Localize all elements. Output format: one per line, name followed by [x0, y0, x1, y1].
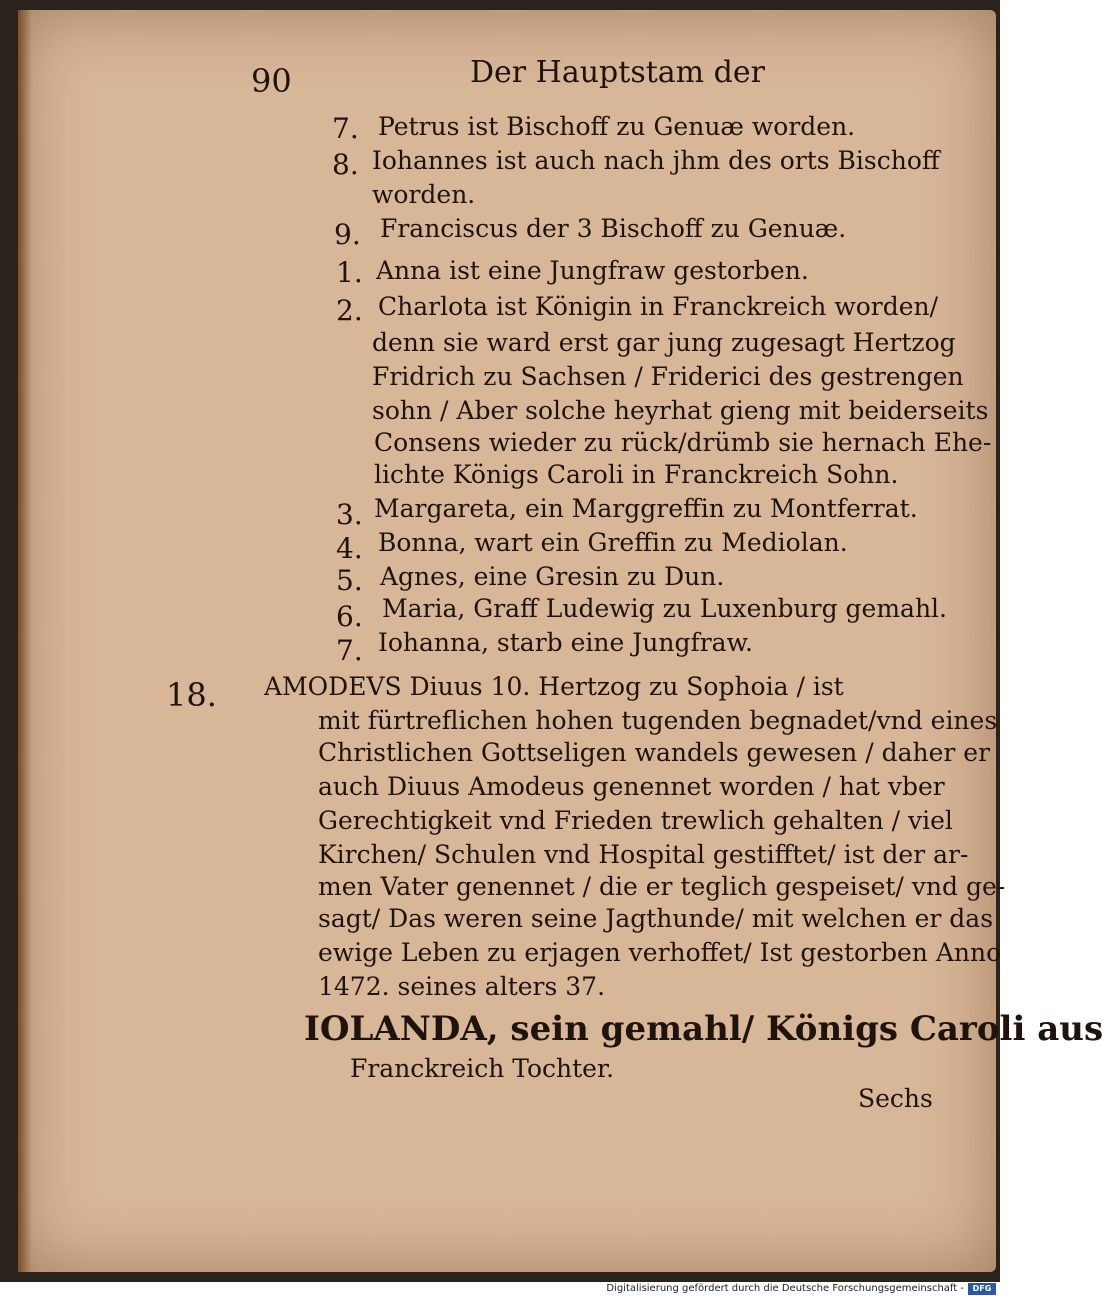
list-item-text: lichte Königs Caroli in Franckreich Sohn.	[374, 460, 899, 489]
entry-line: 1472. seines alters 37.	[318, 972, 606, 1001]
list-item-text: worden.	[372, 180, 476, 209]
footer-credit: Digitalisierung gefördert durch die Deutsche Forschungsgemeinschaft -	[606, 1283, 964, 1294]
list-number: 5.	[336, 564, 363, 597]
list-number: 4.	[336, 532, 363, 565]
catchword: Sechs	[858, 1084, 933, 1113]
list-item-text: sohn / Aber solche heyrhat gieng mit beiderseits	[372, 396, 989, 425]
list-number: 1.	[336, 256, 363, 289]
entry-number: 18.	[166, 676, 217, 714]
list-number: 8.	[332, 148, 359, 181]
list-item-text: Consens wieder zu rück/drümb sie hernach Ehe-	[374, 428, 992, 457]
entry-line: Gerechtigkeit vnd Frieden trewlich gehalten / viel	[318, 806, 953, 835]
list-item-text: Iohanna, starb eine Jungfraw.	[378, 628, 753, 657]
list-item-text: Bonna, wart ein Greffin zu Mediolan.	[378, 528, 848, 557]
list-item-text: Petrus ist Bischoff zu Genuæ worden.	[378, 112, 856, 141]
entry-line: Kirchen/ Schulen vnd Hospital gestifftet/ ist der ar-	[318, 840, 969, 869]
list-number: 2.	[336, 294, 363, 327]
entry-line: auch Diuus Amodeus genennet worden / hat vber	[318, 772, 945, 801]
running-head: Der Hauptstam der	[470, 55, 765, 90]
entry-line: mit fürtreflichen hohen tugenden begnadet/vnd eines	[318, 706, 998, 735]
entry-line: Christlichen Gottseligen wandels gewesen / daher er	[318, 738, 991, 767]
iolanda-line: Franckreich Tochter.	[350, 1054, 615, 1083]
entry-line: men Vater genennet / die er teglich gespeiset/ vnd ge-	[318, 872, 1006, 901]
list-item-text: Margareta, ein Marggreffin zu Montferrat.	[374, 494, 918, 523]
list-number: 6.	[336, 600, 363, 633]
list-item-text: denn sie ward erst gar jung zugesagt Hertzog	[372, 328, 956, 357]
list-item-text: Fridrich zu Sachsen / Friderici des gestrengen	[372, 362, 964, 391]
list-item-text: Franciscus der 3 Bischoff zu Genuæ.	[380, 214, 847, 243]
list-item-text: Charlota ist Königin in Franckreich worden/	[378, 292, 939, 321]
list-item-text: Anna ist eine Jungfraw gestorben.	[376, 256, 809, 285]
dfg-logo-icon: DFG	[968, 1283, 996, 1295]
list-number: 9.	[334, 218, 361, 251]
list-item-text: Iohannes ist auch nach jhm des orts Bischoff	[372, 146, 940, 175]
entry-line: sagt/ Das weren seine Jagthunde/ mit welchen er das	[318, 904, 994, 933]
page-number: 90	[251, 62, 292, 100]
footer-bar	[0, 1282, 1000, 1296]
list-number: 3.	[336, 498, 363, 531]
list-number: 7.	[336, 634, 363, 667]
iolanda-line: IOLANDA, sein gemahl/ Königs Caroli aus	[304, 1009, 1103, 1049]
entry-line: ewige Leben zu erjagen verhoffet/ Ist gestorben Anno	[318, 938, 1002, 967]
list-item-text: Agnes, eine Gresin zu Dun.	[380, 562, 725, 591]
list-number: 7.	[332, 112, 359, 145]
entry-line: AMODEVS Diuus 10. Hertzog zu Sophoia / ist	[264, 672, 844, 701]
list-item-text: Maria, Graff Ludewig zu Luxenburg gemahl.	[382, 594, 948, 623]
